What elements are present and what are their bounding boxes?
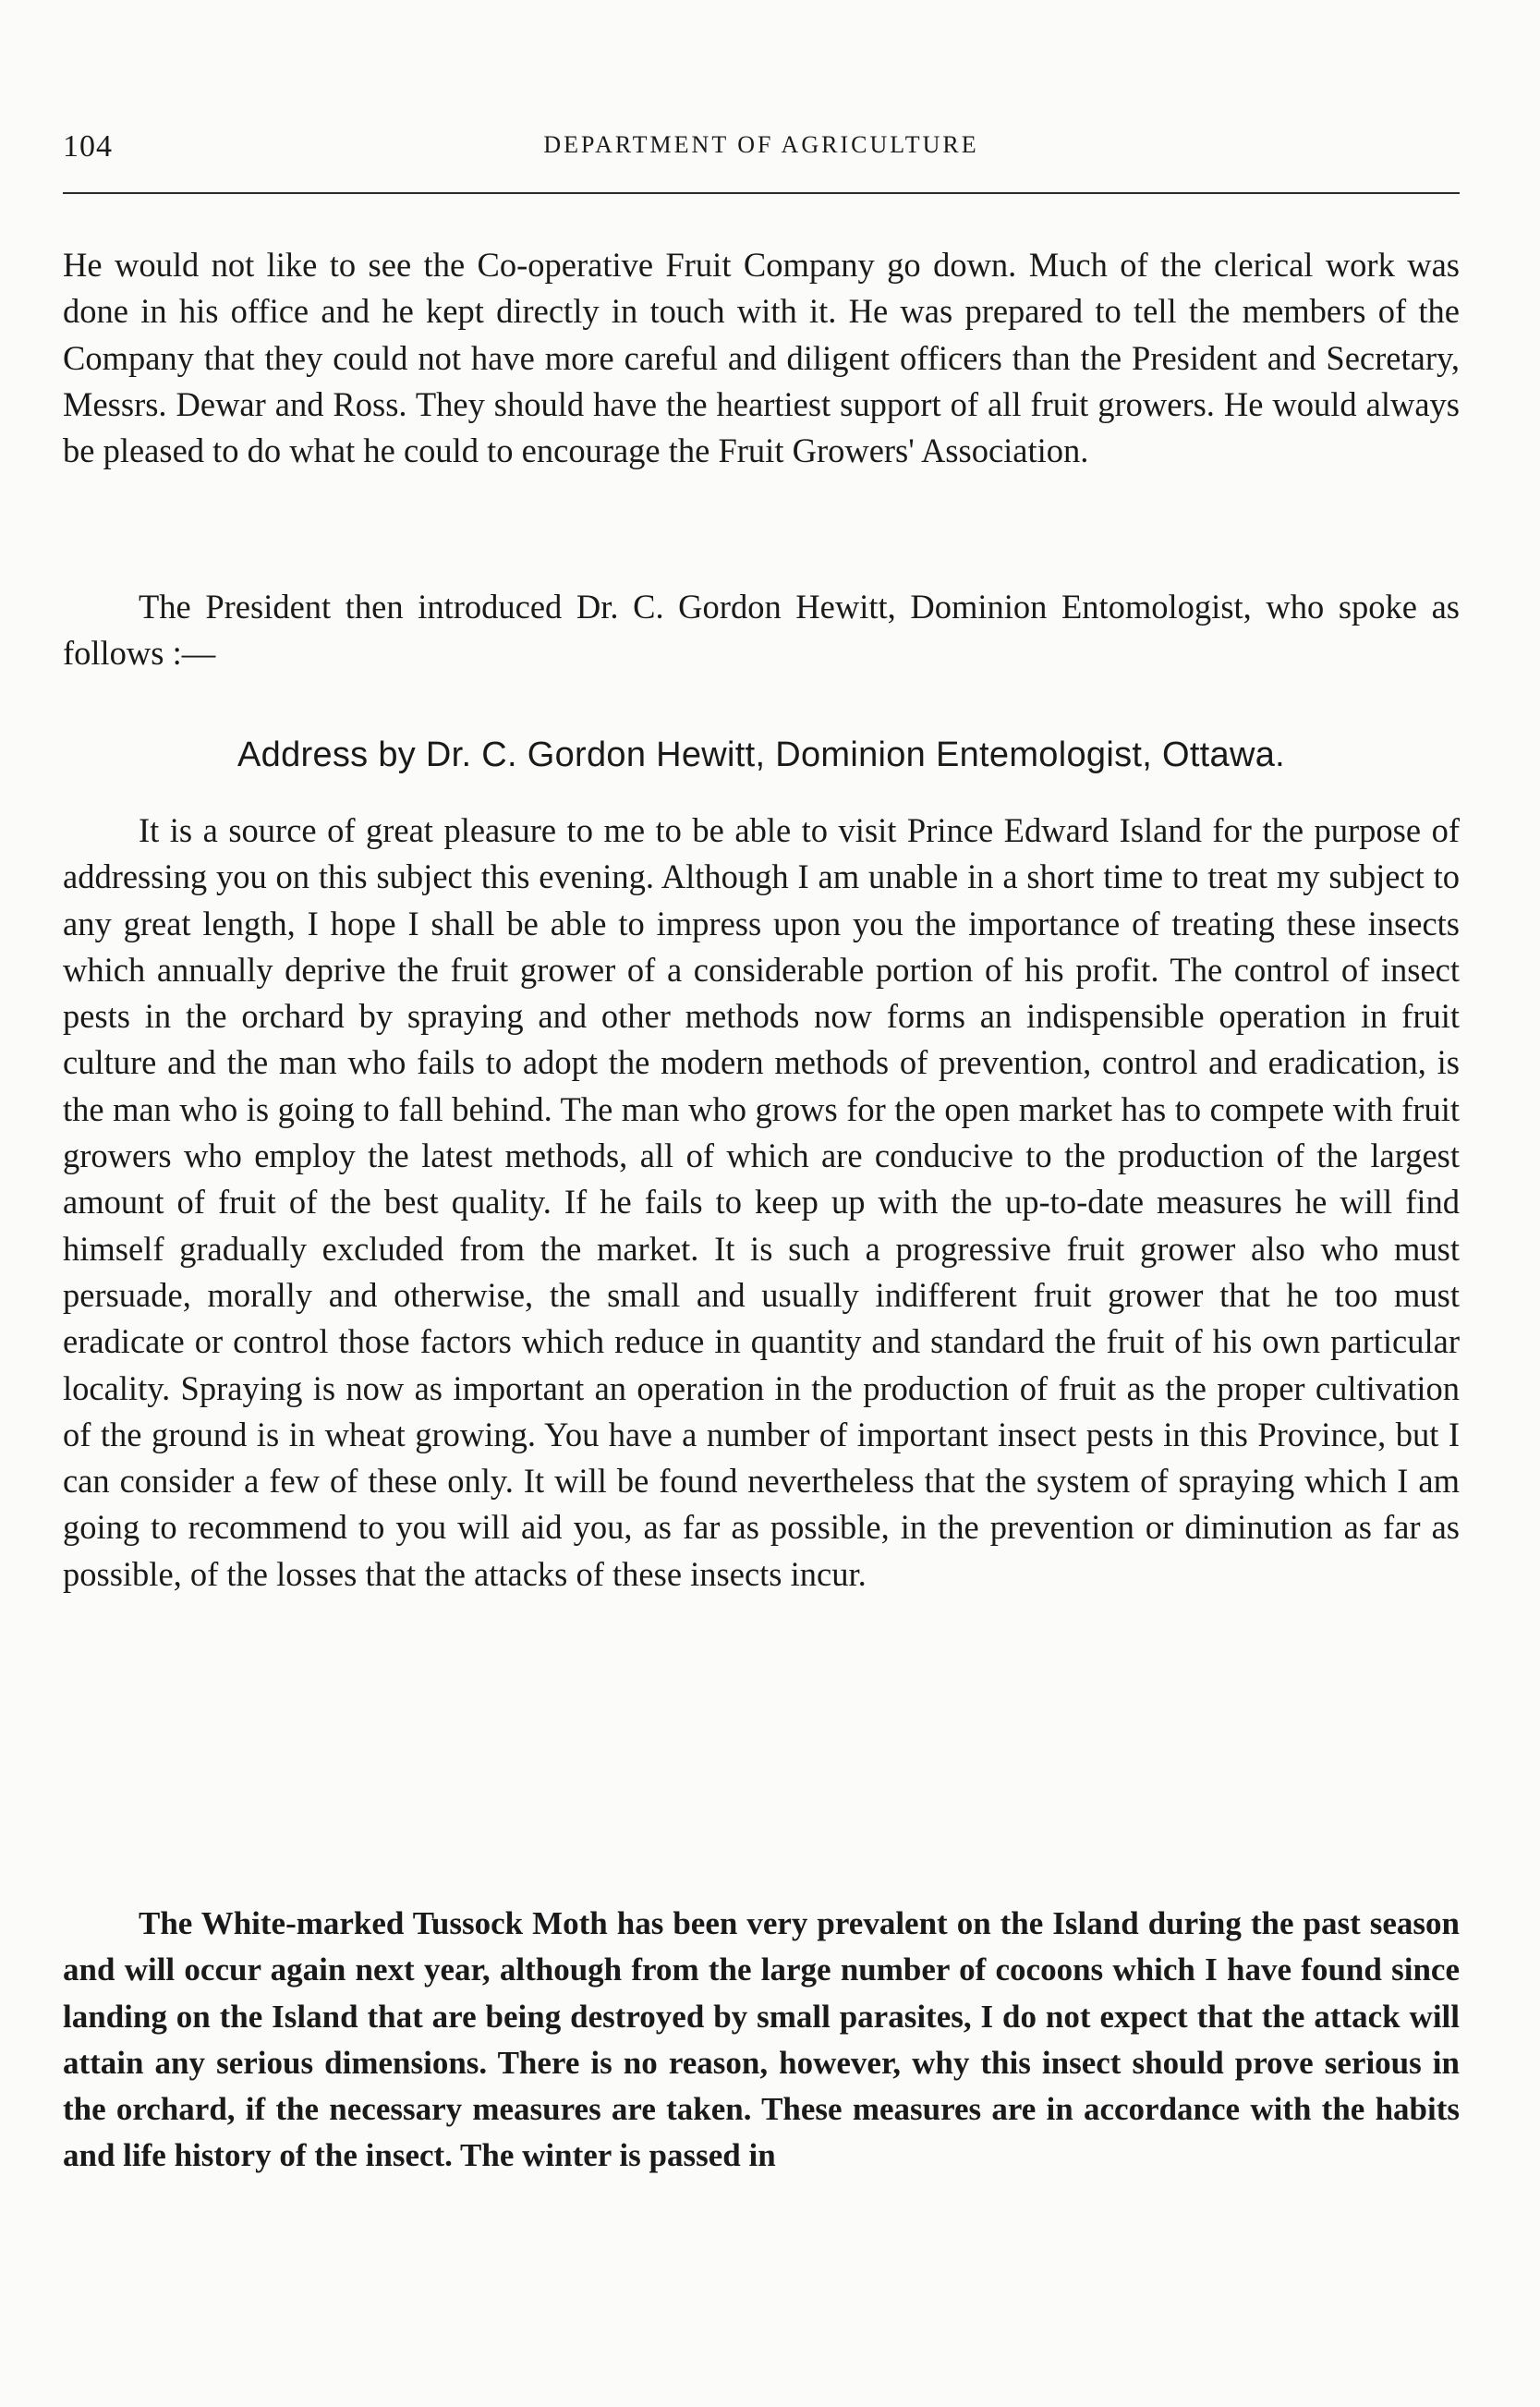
- book-page: [63, 0, 1460, 2407]
- paragraph-tussock-moth: The White-marked Tussock Moth has been very prevalent on the Island during the past season and will occur again next year, although from the large number of cocoons which I have found since landing on the Island that are being destroyed by small parasites, I do not expect that the attack will attain any serious dimensions. There is no reason, however, why this insect should prove serious in the orchard, if the necessary measures are taken. These measures are in accordance with the habits and life history of the insect. The winter is passed in: [63, 1905, 1460, 2174]
- paragraph-address-opening: It is a source of great pleasure to me to be able to visit Prince Edward Island for the purpose of addressing you on this subject this evening. Although I am unable in a short time to treat my subject to any great length, I hope I shall be able to impress upon you the importance of treating these insects which annually deprive the fruit grower of a considerable portion of his profit. The control of insect pests in the orchard by spraying and other methods now forms an indispensible operation in fruit culture and the man who fails to adopt the modern methods of prevention, control and eradication, is the man who is going to fall behind. The man who grows for the open market has to compete with fruit growers who employ the latest methods, all of which are conducive to the production of the largest amount of fruit of the best quality. If he fails to keep up with the up-to-date measures he will find himself gradually excluded from the market. It is such a progressive fruit grower also who must persuade, morally and otherwise, the small and usually indifferent fruit grower that he too must eradicate or control those factors which reduce in quantity and standard the fruit of his own particular locality. Spraying is now as important an operation in the production of fruit as the proper cultivation of the ground is in wheat growing. You have a number of important insect pests in this Province, but I can consider a few of these only. It will be found nevertheless that the system of spraying which I am going to recommend to you will aid you, as far as possible, in the prevention or diminution as far as possible, of the losses that the attacks of these insects incur.: [63, 811, 1460, 1593]
- paragraph-introduction: The President then introduced Dr. C. Gordon Hewitt, Dominion Entomologist, who spoke as follows :—: [63, 588, 1460, 673]
- paragraph-cooperative-company: He would not like to see the Co-operative Fruit Company go down. Much of the clerical work was done in his office and he kept directly in touch with it. He was prepared to tell the members of the Company that they could not have more careful and diligent officers than the President and Secretary, Messrs. Dewar and Ross. They should have the heartiest support of all fruit growers. He would always be pleased to do what he could to encourage the Fruit Growers' Association.: [63, 246, 1460, 470]
- header-rule: [63, 192, 1460, 194]
- running-head: [63, 129, 1460, 176]
- running-title: DEPARTMENT OF AGRICULTURE: [543, 131, 979, 158]
- section-heading: Address by Dr. C. Gordon Hewitt, Dominion Entemologist, Ottawa.: [236, 735, 1286, 774]
- page-number: 104: [63, 129, 113, 164]
